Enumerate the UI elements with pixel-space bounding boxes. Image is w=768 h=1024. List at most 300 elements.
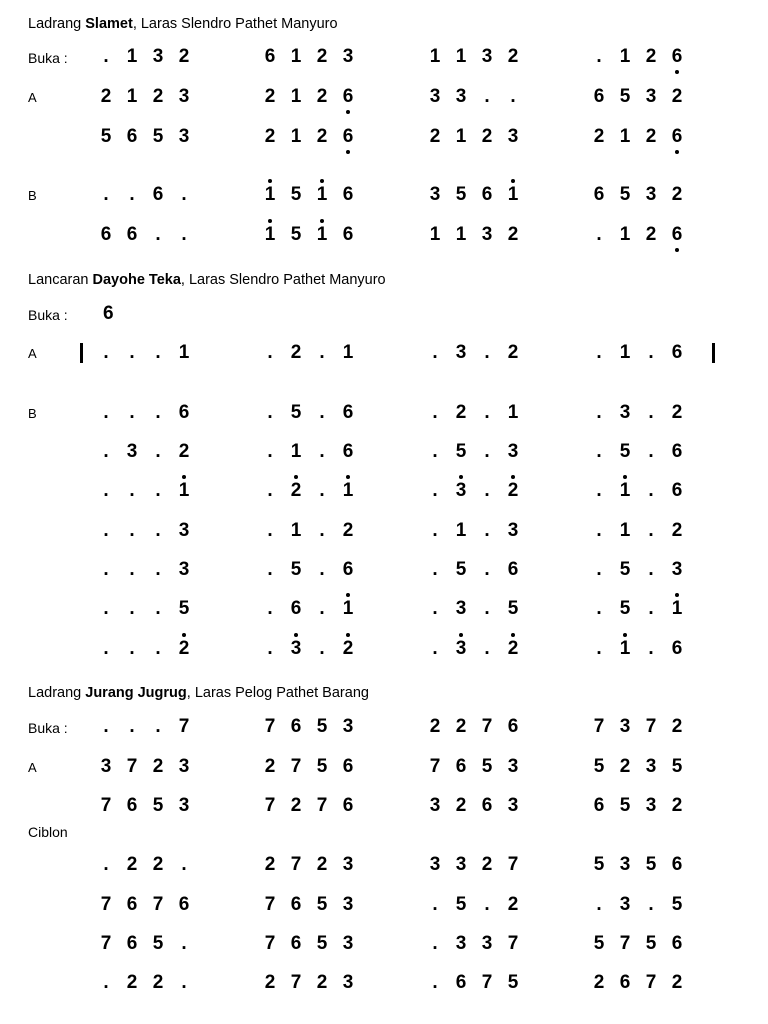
gatra (432, 892, 532, 920)
note-glyph: 1 (620, 636, 631, 662)
note (95, 852, 117, 878)
note (666, 439, 688, 465)
note (588, 970, 610, 996)
note-glyph: . (103, 716, 109, 737)
note (285, 931, 307, 957)
note (450, 182, 472, 208)
note-glyph: . (648, 894, 654, 915)
note (476, 340, 498, 366)
note-glyph: 7 (290, 854, 302, 875)
note-glyph: 7 (126, 756, 138, 777)
note (337, 340, 359, 366)
note (666, 931, 688, 957)
note (588, 931, 610, 957)
note-glyph: 3 (342, 894, 354, 915)
note (311, 852, 333, 878)
note-glyph: 5 (645, 854, 657, 875)
note (95, 714, 117, 740)
note (450, 222, 472, 248)
note-glyph: 3 (507, 126, 519, 147)
note-glyph: 1 (507, 402, 519, 423)
gatra (103, 970, 203, 998)
note (95, 892, 117, 918)
note (666, 400, 688, 426)
title-name: Jurang Jugrug (85, 685, 187, 701)
note (311, 754, 333, 780)
buka-label: Buka : (28, 307, 68, 323)
note (666, 714, 688, 740)
note-glyph: 3 (429, 184, 441, 205)
note (588, 44, 610, 70)
note-glyph: 6 (507, 716, 519, 737)
note (476, 931, 498, 957)
note-glyph: 6 (342, 559, 354, 580)
gatra (432, 400, 532, 428)
note (337, 439, 359, 465)
note-glyph: 3 (455, 86, 467, 107)
note (311, 400, 333, 426)
note-glyph: 6 (264, 46, 276, 67)
note-glyph: 7 (645, 716, 657, 737)
note (424, 518, 446, 544)
note-glyph: . (103, 342, 109, 363)
note-glyph: . (181, 933, 187, 954)
note-glyph: 5 (316, 933, 328, 954)
note-glyph: 7 (264, 795, 276, 816)
note (666, 754, 688, 780)
note-glyph: 5 (619, 559, 631, 580)
note (337, 714, 359, 740)
note-glyph: 1 (343, 478, 354, 504)
note (502, 182, 524, 208)
note-glyph: 3 (455, 342, 467, 363)
note-glyph: 5 (645, 933, 657, 954)
note (476, 84, 498, 110)
note-glyph: 2 (178, 46, 190, 67)
note (121, 852, 143, 878)
note-glyph: 2 (316, 46, 328, 67)
note-glyph: 2 (455, 795, 467, 816)
note (614, 596, 636, 622)
note (666, 124, 688, 150)
note-glyph: 2 (152, 854, 164, 875)
note-glyph: 3 (178, 126, 190, 147)
gatra (264, 852, 367, 880)
note (640, 557, 662, 583)
gatra (432, 340, 532, 368)
note (450, 793, 472, 819)
note (121, 478, 143, 504)
note (173, 182, 195, 208)
note (476, 754, 498, 780)
note (640, 44, 662, 70)
gatra (264, 714, 367, 742)
note (450, 754, 472, 780)
note-glyph: 6 (126, 126, 138, 147)
note-glyph: 1 (179, 478, 190, 504)
note (424, 439, 446, 465)
gatra (596, 340, 696, 368)
note (502, 793, 524, 819)
note-glyph: 3 (178, 795, 190, 816)
gatra (429, 182, 532, 210)
gatra (596, 478, 696, 506)
note-glyph: 5 (507, 972, 519, 993)
note-glyph: 5 (507, 598, 519, 619)
note-glyph: 3 (455, 854, 467, 875)
note (95, 44, 117, 70)
note-glyph: . (596, 894, 602, 915)
note (95, 931, 117, 957)
note-glyph: 7 (264, 716, 276, 737)
gatra (596, 439, 696, 467)
note-glyph: 6 (126, 933, 138, 954)
note (311, 124, 333, 150)
note (311, 596, 333, 622)
note (259, 84, 281, 110)
note-glyph: 3 (645, 756, 657, 777)
gatra (593, 84, 696, 112)
note (666, 84, 688, 110)
note-glyph: . (267, 559, 273, 580)
note-glyph: . (129, 342, 135, 363)
note-glyph: 6 (126, 224, 138, 245)
note (95, 557, 117, 583)
note-glyph: 2 (481, 854, 493, 875)
note-glyph: 2 (671, 184, 683, 205)
note (424, 970, 446, 996)
gatra (429, 124, 532, 152)
repeat-end-bar (712, 343, 715, 363)
note (588, 793, 610, 819)
gatra (103, 852, 203, 880)
note-glyph: 6 (593, 184, 605, 205)
note-glyph: 2 (264, 126, 276, 147)
note-glyph: 3 (671, 559, 683, 580)
note-glyph: 3 (481, 224, 493, 245)
gatra (429, 852, 532, 880)
note-glyph: 6 (343, 124, 354, 150)
note (666, 557, 688, 583)
note-glyph: . (432, 520, 438, 541)
note (614, 478, 636, 504)
note-glyph: 2 (316, 126, 328, 147)
note (121, 793, 143, 819)
gatra (432, 478, 532, 506)
note-glyph: 7 (152, 894, 164, 915)
note (476, 852, 498, 878)
note (666, 852, 688, 878)
gatra (100, 892, 203, 920)
gatra (596, 400, 696, 428)
note (311, 557, 333, 583)
note (424, 340, 446, 366)
note-glyph: 6 (671, 933, 683, 954)
note (450, 400, 472, 426)
note (285, 222, 307, 248)
note-glyph: . (103, 480, 109, 501)
note (147, 931, 169, 957)
note-glyph: 2 (593, 972, 605, 993)
note-glyph: 6 (593, 86, 605, 107)
note (614, 222, 636, 248)
note (337, 636, 359, 662)
note (259, 518, 281, 544)
note (450, 439, 472, 465)
note-glyph: 3 (152, 46, 164, 67)
note-glyph: 6 (671, 342, 683, 363)
gatra (103, 518, 203, 546)
note-glyph: 1 (290, 126, 302, 147)
note-glyph: 1 (455, 224, 467, 245)
note (614, 557, 636, 583)
note (666, 636, 688, 662)
gatra (596, 596, 696, 624)
note (424, 44, 446, 70)
note (502, 931, 524, 957)
note (173, 754, 195, 780)
note (337, 970, 359, 996)
note (502, 636, 524, 662)
note-glyph: 3 (619, 854, 631, 875)
note-glyph: . (432, 342, 438, 363)
note (121, 754, 143, 780)
title-laras: , Laras Slendro Pathet Manyuro (132, 16, 338, 32)
note (640, 400, 662, 426)
note (337, 892, 359, 918)
note-glyph: 6 (342, 184, 354, 205)
note (259, 596, 281, 622)
gatra (264, 931, 367, 959)
note (285, 754, 307, 780)
note (147, 84, 169, 110)
note (95, 84, 117, 110)
note-glyph: 6 (178, 402, 190, 423)
note-glyph: 6 (342, 756, 354, 777)
note (147, 124, 169, 150)
note-glyph: . (484, 638, 490, 659)
note-glyph: 2 (264, 86, 276, 107)
note-glyph: 5 (152, 933, 164, 954)
note (285, 852, 307, 878)
note-glyph: 6 (671, 480, 683, 501)
note (666, 44, 688, 70)
gatra (432, 636, 532, 664)
note (121, 714, 143, 740)
gatra (267, 636, 367, 664)
note (588, 182, 610, 208)
gatra (103, 596, 203, 624)
note-glyph: . (648, 520, 654, 541)
note-glyph: 2 (507, 46, 519, 67)
note-glyph: 1 (619, 126, 631, 147)
piece-title (28, 272, 386, 288)
row-label: A (28, 346, 37, 361)
note (311, 340, 333, 366)
gatra (267, 557, 367, 585)
note (476, 970, 498, 996)
note (588, 124, 610, 150)
note (121, 557, 143, 583)
note (424, 84, 446, 110)
note (95, 518, 117, 544)
note-glyph: 5 (455, 559, 467, 580)
note (311, 636, 333, 662)
note (450, 970, 472, 996)
note (147, 222, 169, 248)
gatra (429, 84, 532, 112)
note-glyph: . (155, 224, 161, 245)
note-glyph: 5 (178, 598, 190, 619)
note (614, 852, 636, 878)
note (173, 793, 195, 819)
note (147, 892, 169, 918)
note (588, 714, 610, 740)
note (450, 636, 472, 662)
note-glyph: 5 (290, 224, 302, 245)
note (259, 222, 281, 248)
note-glyph: 3 (645, 184, 657, 205)
note (259, 714, 281, 740)
note-glyph: 2 (645, 46, 657, 67)
note (311, 222, 333, 248)
note (311, 439, 333, 465)
note (588, 439, 610, 465)
note (502, 557, 524, 583)
gatra (593, 182, 696, 210)
note-glyph: 2 (343, 636, 354, 662)
note-glyph: 2 (429, 126, 441, 147)
gatra (432, 596, 532, 624)
note (424, 222, 446, 248)
gatra (432, 518, 532, 546)
note-glyph: . (432, 559, 438, 580)
note (337, 793, 359, 819)
note (588, 892, 610, 918)
note (614, 400, 636, 426)
note-glyph: . (432, 441, 438, 462)
note-glyph: . (129, 638, 135, 659)
note-glyph: 2 (429, 716, 441, 737)
title-form: Ladrang (28, 685, 86, 701)
note-glyph: 3 (429, 854, 441, 875)
note (450, 518, 472, 544)
gatra (267, 518, 367, 546)
note (450, 340, 472, 366)
note (666, 892, 688, 918)
row-label: Buka : (28, 720, 68, 736)
note-glyph: 2 (342, 520, 354, 541)
note (121, 596, 143, 622)
note-glyph: 5 (100, 126, 112, 147)
note (476, 557, 498, 583)
note (614, 124, 636, 150)
note (259, 124, 281, 150)
note (502, 714, 524, 740)
note-glyph: 5 (481, 756, 493, 777)
note-glyph: . (648, 441, 654, 462)
note-glyph: 1 (265, 222, 276, 248)
note-glyph: . (129, 716, 135, 737)
note-glyph: 3 (507, 756, 519, 777)
note-glyph: . (103, 972, 109, 993)
note (147, 793, 169, 819)
note-glyph: 6 (455, 756, 467, 777)
note (502, 970, 524, 996)
note (640, 892, 662, 918)
note (173, 596, 195, 622)
note-glyph: 2 (507, 342, 519, 363)
note-glyph: 2 (178, 441, 190, 462)
note (95, 596, 117, 622)
note-glyph: . (596, 520, 602, 541)
note (640, 478, 662, 504)
gatra (100, 793, 203, 821)
gatra (429, 44, 532, 72)
note (588, 557, 610, 583)
note-glyph: . (129, 598, 135, 619)
gatra (267, 400, 367, 428)
note (285, 340, 307, 366)
note-glyph: 2 (316, 86, 328, 107)
note (614, 439, 636, 465)
title-name: Dayohe Teka (92, 272, 181, 288)
note-glyph: 1 (455, 126, 467, 147)
note-glyph: 6 (671, 638, 683, 659)
gatra (429, 754, 532, 782)
note-glyph: 2 (671, 520, 683, 541)
note (95, 439, 117, 465)
note (666, 182, 688, 208)
note (173, 222, 195, 248)
note-glyph: 3 (619, 894, 631, 915)
note-glyph: 7 (100, 795, 112, 816)
note-glyph: 5 (316, 716, 328, 737)
note (502, 44, 524, 70)
note (337, 44, 359, 70)
note (337, 400, 359, 426)
title-laras: , Laras Slendro Pathet Manyuro (180, 272, 386, 288)
gatra (432, 970, 532, 998)
note (502, 852, 524, 878)
gatra (264, 892, 367, 920)
note-glyph: . (155, 441, 161, 462)
gatra (596, 222, 696, 250)
note (95, 400, 117, 426)
note (502, 400, 524, 426)
gatra (596, 557, 696, 585)
piece-title (28, 16, 338, 32)
note-glyph: . (648, 598, 654, 619)
note-glyph: . (596, 441, 602, 462)
note-glyph: 5 (290, 559, 302, 580)
note-glyph: . (267, 402, 273, 423)
note (147, 557, 169, 583)
note-glyph: 1 (317, 222, 328, 248)
note (476, 400, 498, 426)
note (147, 636, 169, 662)
note-glyph: . (484, 480, 490, 501)
note (95, 754, 117, 780)
note (173, 340, 195, 366)
note-glyph: . (181, 854, 187, 875)
note-glyph: 3 (342, 972, 354, 993)
note-glyph: 1 (126, 86, 138, 107)
note-glyph: 5 (455, 441, 467, 462)
note-glyph: 1 (178, 342, 190, 363)
note (285, 714, 307, 740)
note (259, 400, 281, 426)
